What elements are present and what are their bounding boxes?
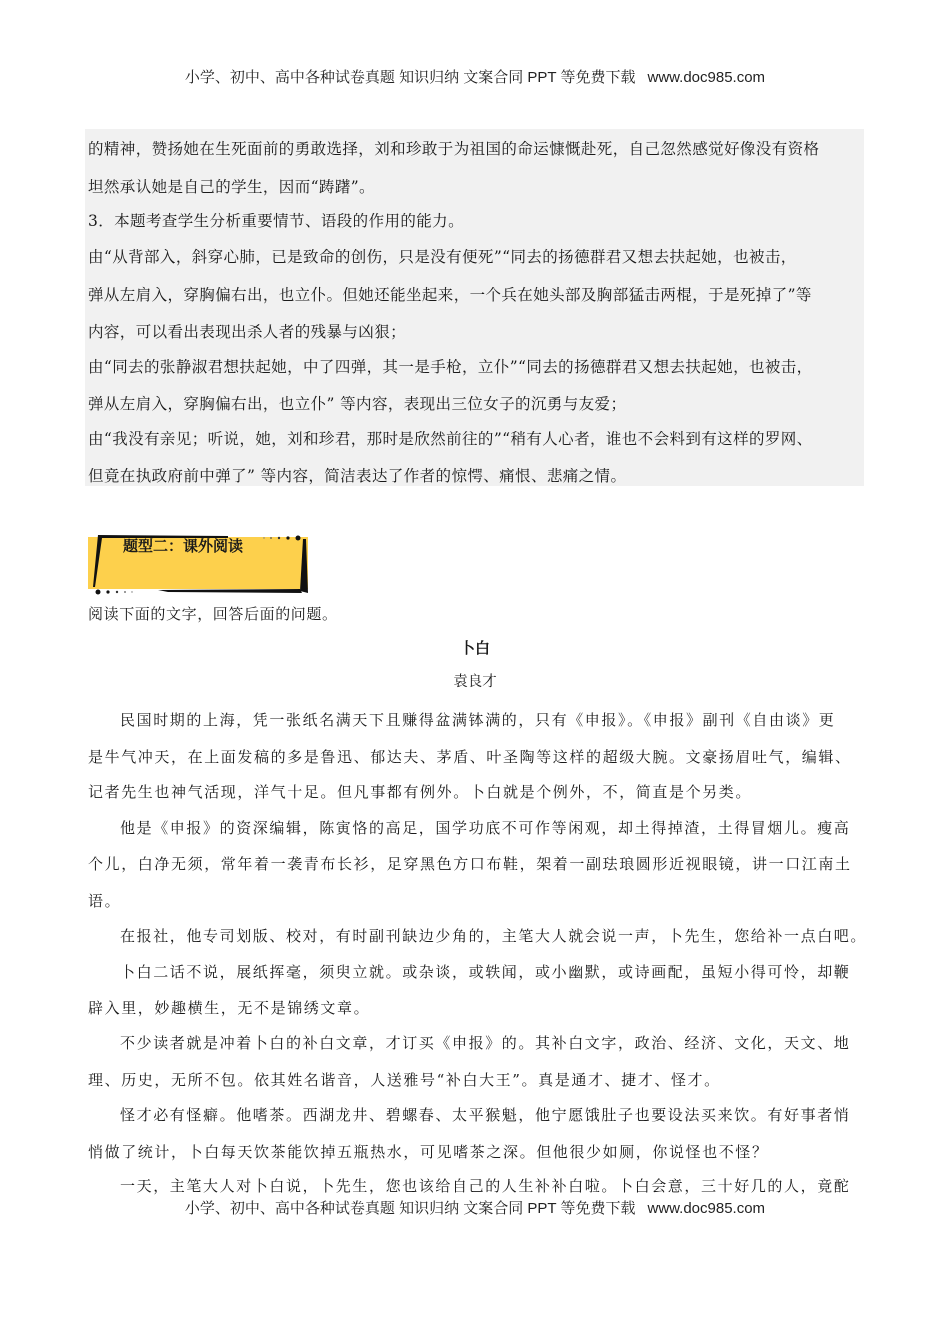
reading-instruction: 阅读下面的文字，回答后面的问题。 (88, 605, 338, 623)
header-url[interactable]: www.doc985.com (647, 69, 766, 86)
answer-line: 由“从背部入，斜穿心肺，已是致命的创伤，只是没有便死”“同去的扬德群君又想去扶起她，也被击， (88, 248, 797, 266)
answer-line: 3．本题考查学生分析重要情节、语段的作用的能力。 (88, 212, 464, 230)
article-line: 是牛气冲天，在上面发稿的多是鲁迅、郁达夫、茅盾、叶圣陶等这样的超级大腕。文豪扬眉吐气，编辑、 (88, 748, 852, 766)
article-line: 怪才必有怪癖。他嗜茶。西湖龙井、碧螺春、太平猴魁，他宁愿饿肚子也要设法买来饮。有好事者悄 (120, 1106, 851, 1124)
article-line: 辟入里，妙趣横生，无不是锦绣文章。 (88, 999, 371, 1017)
footer-text: 小学、初中、高中各种试卷真题 知识归纳 文案合同 PPT 等免费下载 (184, 1200, 636, 1217)
article-line: 理、历史，无所不包。依其姓名谐音，人送雅号“补白大王”。真是通才、捷才、怪才。 (88, 1071, 721, 1089)
answer-line: 但竟在执政府前中弹了” 等内容，简洁表达了作者的惊愕、痛恨、悲痛之情。 (88, 467, 627, 485)
article-line: 悄做了统计，卜白每天饮茶能饮掉五瓶热水，可见嗜茶之深。但他很少如厕，你说怪也不怪？ (88, 1143, 769, 1161)
article-author: 袁良才 (453, 674, 497, 690)
article-line: 在报社，他专司划版、校对，有时副刊缺边少角的，主笔大人就会说一声，卜先生，您给补一点白吧。 (120, 927, 868, 945)
answer-line: 弹从左肩入，穿胸偏右出，也立仆” 等内容，表现出三位女子的沉勇与友爱； (88, 395, 627, 413)
answer-line: 由“我没有亲见；听说，她，刘和珍君，那时是欣然前往的”“稍有人心者，谁也不会料到有这样的罗网、 (88, 430, 813, 448)
answer-line: 的精神，赞扬她在生死面前的勇敢选择，刘和珍敢于为祖国的命运慷慨赴死，自己忽然感觉好像没有资格 (88, 140, 820, 158)
answer-line: 内容，可以看出表现出杀人者的残暴与凶狠； (88, 323, 407, 341)
page-footer (0, 1197, 950, 1218)
answer-line: 坦然承认她是自己的学生，因而“踌躇”。 (88, 178, 375, 196)
page-header (0, 66, 950, 87)
header-text: 小学、初中、高中各种试卷真题 知识归纳 文案合同 PPT 等免费下载 (184, 69, 636, 86)
article-line: 语。 (88, 892, 122, 910)
article-line: 记者先生也神气活现，洋气十足。但凡事都有例外。卜白就是个例外，不，简直是个另类。 (88, 783, 753, 801)
article-line: 一天，主笔大人对卜白说，卜先生，您也该给自己的人生补补白啦。卜白会意，三十好几的人，竟酡 (120, 1177, 851, 1195)
footer-url[interactable]: www.doc985.com (647, 1200, 766, 1217)
answer-line: 由“同去的张静淑君想扶起她，中了四弹，其一是手枪，立仆”“同去的扬德群君又想去扶起她，也被击， (88, 358, 813, 376)
article-line: 民国时期的上海，凭一张纸名满天下且赚得盆满钵满的，只有《申报》。《申报》副刊《自由谈》更 (120, 711, 836, 729)
article-line: 不少读者就是冲着卜白的补白文章，才订买《申报》的。其补白文字，政治、经济、文化，天文、地 (120, 1034, 851, 1052)
article-line: 他是《申报》的资深编辑，陈寅恪的高足，国学功底不可作等闲观，却土得掉渣，土得冒烟儿。瘦高 (120, 819, 851, 837)
article-line: 卜白二话不说，展纸挥毫，须臾立就。或杂谈，或轶闻，或小幽默，或诗画配，虽短小得可怜，却鞭 (120, 963, 851, 981)
article-title: 卜白 (459, 639, 490, 657)
banner-title: 题型二：课外阅读 (123, 537, 244, 555)
answer-line: 弹从左肩入，穿胸偏右出，也立仆。但她还能坐起来，一个兵在她头部及胸部猛击两棍，于是死掉了”等 (88, 286, 812, 304)
article-line: 个儿，白净无须，常年着一袭青布长衫，足穿黑色方口布鞋，架着一副珐琅圆形近视眼镜，讲一口江南土 (88, 855, 852, 873)
section-banner (88, 535, 308, 591)
